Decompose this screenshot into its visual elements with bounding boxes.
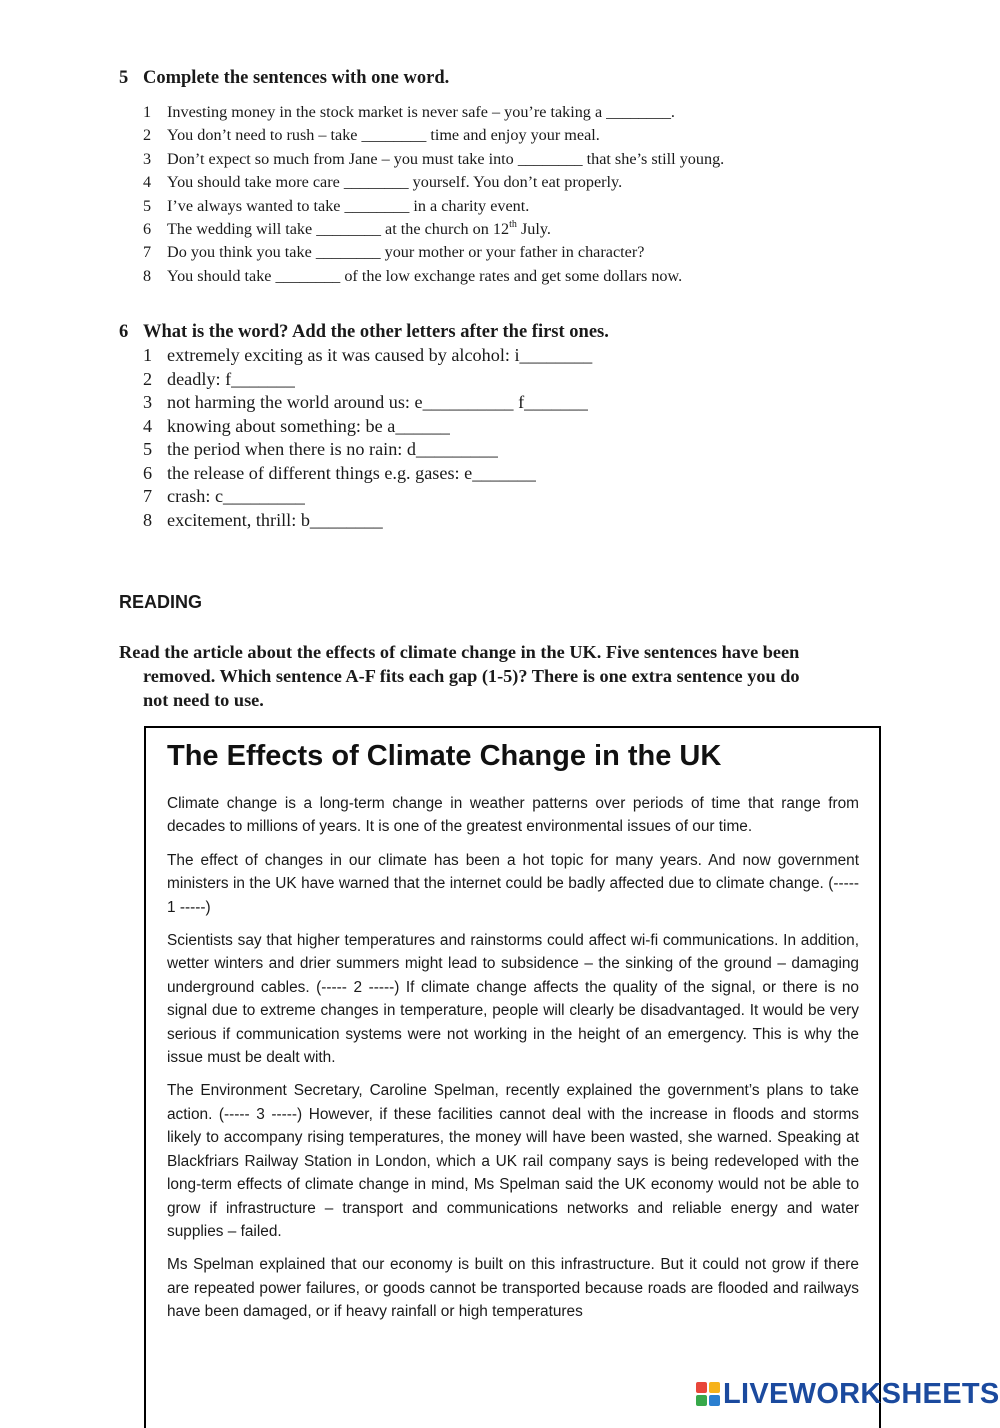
reading-heading: READING bbox=[119, 592, 203, 612]
logo-tile bbox=[709, 1395, 720, 1406]
exercise-5-number: 5 bbox=[119, 68, 129, 88]
reading-instructions bbox=[119, 640, 879, 712]
exercise-5-item bbox=[143, 124, 724, 147]
item-text: You should take more care ________ yourself. You don’t eat properly. bbox=[167, 173, 623, 192]
exercise-6-list bbox=[143, 344, 592, 532]
article-paragraph: Ms Spelman explained that our economy is built on this infrastructure. But it could not grow if there are repeated power failures, or goods cannot be transported because roads are flooded and railways have been damaged, or if heavy rainfall or high temperatures bbox=[167, 1256, 859, 1321]
item-number: 7 bbox=[143, 243, 152, 262]
item-number: 5 bbox=[143, 196, 152, 215]
item-number: 2 bbox=[143, 126, 152, 145]
item-number: 6 bbox=[143, 462, 153, 483]
exercise-6-item bbox=[143, 509, 592, 533]
item-text: Don’t expect so much from Jane – you must take into ________ that she’s still young. bbox=[167, 149, 725, 168]
item-number: 7 bbox=[143, 486, 153, 506]
exercise-5-list bbox=[143, 101, 724, 288]
item-text: Investing money in the stock market is never safe – you’re taking a ________. bbox=[167, 103, 675, 121]
exercise-6-item bbox=[143, 391, 592, 415]
item-text: the release of different things e.g. gases: e_______ bbox=[167, 462, 536, 483]
item-text: You should take ________ of the low exchange rates and get some dollars now. bbox=[167, 266, 683, 285]
exercise-5-item bbox=[143, 241, 724, 264]
liveworksheets-logo-icon bbox=[696, 1382, 720, 1406]
item-text: the period when there is no rain: d_________ bbox=[167, 439, 498, 459]
instructions-line: not need to use. bbox=[143, 690, 264, 710]
exercise-6-item bbox=[143, 368, 592, 392]
article-box bbox=[144, 726, 881, 1428]
ordinal-suffix: th bbox=[509, 218, 517, 230]
exercise-6-title: What is the word? Add the other letters after the first ones. bbox=[143, 322, 609, 342]
item-text: crash: c_________ bbox=[167, 486, 305, 506]
item-number: 3 bbox=[143, 392, 153, 412]
article-paragraph: The effect of changes in our climate has been a hot topic for many years. And now government ministers in the UK have warned that the internet could be badly affected due to climate change. (----- 1 -----) bbox=[167, 851, 859, 916]
item-text: not harming the world around us: e__________ f_______ bbox=[167, 392, 588, 412]
logo-tile bbox=[696, 1395, 707, 1406]
item-number: 5 bbox=[143, 439, 153, 459]
item-number: 6 bbox=[143, 219, 152, 238]
exercise-6-item bbox=[143, 438, 592, 462]
item-text: You don’t need to rush – take ________ time and enjoy your meal. bbox=[167, 126, 600, 145]
logo-text: LIVEWORKSHEETS bbox=[723, 1377, 1000, 1410]
article-paragraph: Scientists say that higher temperatures and rainstorms could affect wi-fi communications. In addition, wetter winters and drier summers might lead to subsidence – the sinking of the ground – damaging underground cables. (----- 2 -----) If climate change affects the quality of the signal, or there is no signal due to extreme changes in temperature, people will clearly be disadvantaged. It would be very serious if communication systems were not working in the height of an emergency. This is why the issue must be dealt with. bbox=[167, 932, 859, 1067]
article-paragraph: Climate change is a long-term change in weather patterns over periods of time that range from decades to millions of years. It is one of the greatest environmental issues of our time. bbox=[167, 795, 859, 836]
item-number: 8 bbox=[143, 266, 152, 285]
item-text: The wedding will take ________ at the church on 12 bbox=[167, 219, 510, 238]
exercise-6-item bbox=[143, 344, 592, 368]
item-number: 1 bbox=[143, 345, 153, 365]
logo-tile bbox=[709, 1382, 720, 1393]
item-number: 1 bbox=[143, 103, 152, 121]
item-number: 8 bbox=[143, 509, 153, 530]
exercise-6-item bbox=[143, 415, 592, 439]
exercise-5-item bbox=[143, 101, 724, 124]
item-text: extremely exciting as it was caused by alcohol: i________ bbox=[167, 345, 593, 365]
item-text: deadly: f_______ bbox=[167, 368, 295, 389]
instructions-line: removed. Which sentence A-F fits each gap (1-5)? There is one extra sentence you do bbox=[143, 666, 800, 686]
item-text: Do you think you take ________ your mother or your father in character? bbox=[167, 243, 645, 262]
item-number: 2 bbox=[143, 368, 153, 389]
article-title: The Effects of Climate Change in the UK bbox=[167, 740, 722, 772]
item-number: 4 bbox=[143, 173, 152, 192]
logo-tile bbox=[696, 1382, 707, 1393]
exercise-6-item bbox=[143, 485, 592, 509]
exercise-5-item bbox=[143, 195, 724, 218]
exercise-5-title: Complete the sentences with one word. bbox=[143, 68, 450, 88]
item-text: excitement, thrill: b________ bbox=[167, 509, 383, 530]
item-text: knowing about something: be a______ bbox=[167, 415, 450, 436]
exercise-5-item bbox=[143, 148, 724, 171]
item-number: 3 bbox=[143, 149, 152, 168]
item-text-end: July. bbox=[516, 219, 551, 238]
exercise-6-number: 6 bbox=[119, 322, 129, 342]
article-paragraph: The Environment Secretary, Caroline Spelman, recently explained the government’s plans to take action. (----- 3 -----) However, if these facilities cannot deal with the increase in floods and storms likely to accompany rising temperatures, the money will have been wasted, she warned. Speaking at Blackfriars Railway Station in London, which a UK rail company says is being redeveloped with the long-term effects of climate change in mind, Ms Spelman said the UK economy would not be able to grow if infrastructure – transport and communications networks and reliable energy and water supplies – failed. bbox=[167, 1082, 859, 1240]
exercise-5-item bbox=[143, 218, 724, 241]
exercise-6-item bbox=[143, 462, 592, 486]
article-body bbox=[167, 792, 859, 1334]
item-text: I’ve always wanted to take ________ in a charity event. bbox=[167, 196, 530, 215]
liveworksheets-logo bbox=[696, 1378, 1000, 1410]
item-number: 4 bbox=[143, 415, 153, 436]
exercise-5-item bbox=[143, 171, 724, 194]
exercise-6-heading bbox=[119, 322, 609, 343]
exercise-5-heading bbox=[119, 68, 449, 89]
instructions-line: Read the article about the effects of climate change in the UK. Five sentences have been bbox=[119, 642, 800, 662]
exercise-5-item bbox=[143, 265, 724, 288]
